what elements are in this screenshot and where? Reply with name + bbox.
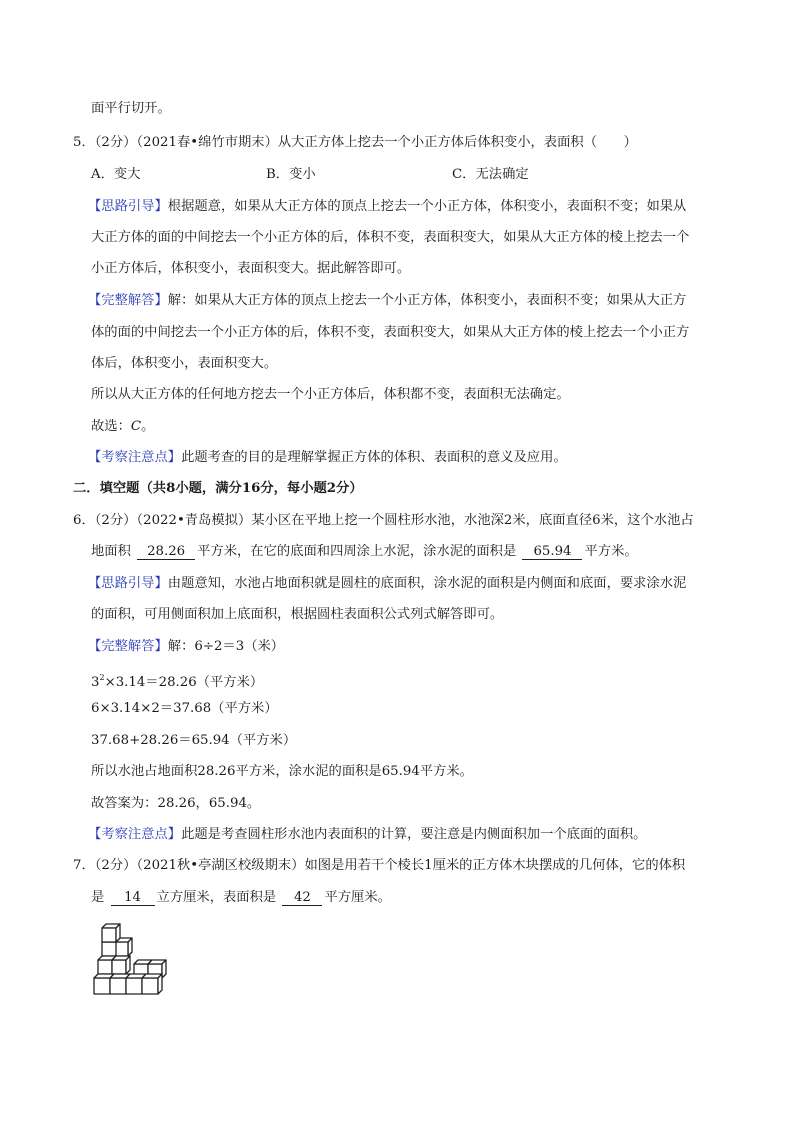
cube-stack-figure [88, 918, 178, 998]
q6-hint [88, 575, 686, 593]
hint-line: 由题意知，水池占地面积就是圆柱的底面积，涂水泥的面积是内侧面和底面，要求涂水泥 [167, 576, 687, 591]
answer-blank-1: 28.26 [137, 544, 195, 560]
hint-tag: 【思路引导】 [88, 199, 168, 214]
q6-hint-line-2: 的面积，可用侧面积加上底面积，根据圆柱表面积公式列式解答即可。 [91, 607, 504, 622]
calc-exponent: 2 [99, 673, 105, 682]
solution-line: 解：6÷2＝3（米） [167, 639, 285, 654]
q6-note [88, 826, 646, 844]
note-tag: 【考察注意点】 [88, 450, 182, 465]
q6-answer: 故答案为：28.26，65.94。 [91, 796, 261, 811]
answer-blank-1: 14 [111, 890, 155, 906]
q5-option-b: B．变小 [266, 167, 316, 182]
choice-prefix: 故选： [91, 419, 131, 434]
q7-stem-line-2 [91, 889, 391, 907]
q5-hint-line-2: 大正方体的面的中间挖去一个小正方体的后，体积不变，表面积变大，如果从大正方体的棱上挖去一个 [91, 230, 690, 245]
q6-calc-2: 6×3.14×2＝37.68（平方米） [91, 701, 278, 716]
choice-letter: C [130, 419, 142, 434]
stem-text: 地面积 [91, 544, 131, 559]
stem-text: 立方厘米，表面积是 [156, 890, 277, 905]
solution-tag: 【完整解答】 [88, 639, 168, 654]
solution-line: 解：如果从大正方体的顶点上挖去一个小正方体，体积变小，表面积不变；如果从大正方 [167, 293, 687, 308]
q6-stem-line-2 [91, 543, 638, 561]
answer-blank-2: 65.94 [522, 544, 582, 560]
note-text: 此题考查的目的是理解掌握正方体的体积、表面积的意义及应用。 [181, 450, 567, 465]
q6-calc-1 [91, 669, 263, 692]
answer-blank-2: 42 [282, 890, 322, 906]
stem-text: 是 [91, 890, 105, 905]
hint-line: 根据题意，如果从大正方体的顶点上挖去一个小正方体，体积变小，表面积不变；如果从 [167, 199, 687, 214]
q6-conclusion: 所以水池占地面积28.26平方米，涂水泥的面积是65.94平方米。 [91, 764, 473, 779]
q5-solution-line-3: 体后，体积变小，表面积变大。 [91, 356, 278, 371]
q7-stem: 7．（2分）（2021秋•亭湖区校级期末）如图是用若干个棱长1厘米的正方体木块摆成的几何体，它的体积 [73, 858, 686, 873]
stem-text: 平方米，在它的底面和四周涂上水泥，涂水泥的面积是 [197, 544, 517, 559]
q5-hint-line-3: 小正方体后，体积变小，表面积变大。据此解答即可。 [91, 261, 411, 276]
q6-stem: 6．（2分）（2022•青岛模拟）某小区在平地上挖一个圆柱形水池，水池深2米，底面直径6米，这个水池占 [73, 513, 694, 528]
note-text: 此题是考查圆柱形水池内表面积的计算，要注意是内侧面积加一个底面的面积。 [181, 827, 647, 842]
note-tag: 【考察注意点】 [88, 827, 182, 842]
q5-choice [91, 418, 154, 436]
stem-text: 平方厘米。 [324, 890, 391, 905]
solution-tag: 【完整解答】 [88, 293, 168, 308]
q5-solution-line-2: 体的面的中间挖去一个小正方体的后，体积不变，表面积变大，如果从大正方体的棱上挖去一个小正方 [91, 325, 690, 340]
q5-solution-line-4: 所以从大正方体的任何地方挖去一个小正方体后，体积都不变，表面积无法确定。 [91, 387, 570, 402]
q6-calc-3: 37.68+28.26＝65.94（平方米） [91, 733, 297, 748]
calc-base: 3 [91, 675, 100, 690]
q5-solution [88, 292, 686, 310]
q5-option-c: C．无法确定 [452, 167, 529, 182]
q5-note [88, 449, 567, 467]
q6-solution [88, 638, 284, 656]
q5-stem: 5．（2分）（2021春•绵竹市期末）从大正方体上挖去一个小正方体后体积变小，表面积（ ） [73, 135, 637, 150]
q5-option-a: A．变大 [91, 167, 141, 182]
stem-text: 平方米。 [584, 544, 638, 559]
q5-hint [88, 198, 686, 216]
section-title: 二．填空题（共8小题，满分16分，每小题2分） [73, 481, 363, 496]
calc-rest: ×3.14＝28.26（平方米） [104, 675, 264, 690]
hint-tag: 【思路引导】 [88, 576, 168, 591]
choice-suffix: 。 [141, 419, 155, 434]
continuation-text: 面平行切开。 [91, 101, 171, 116]
